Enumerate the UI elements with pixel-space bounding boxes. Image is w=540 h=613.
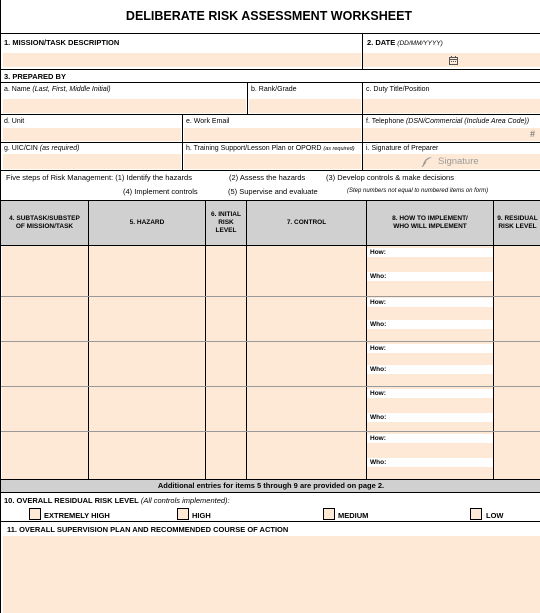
supervision-plan-field[interactable] xyxy=(3,536,540,613)
unit-field[interactable] xyxy=(3,128,181,141)
step-5: (5) Supervise and evaluate xyxy=(228,187,318,196)
grid-line xyxy=(205,200,206,479)
how-label: How: xyxy=(370,345,386,352)
hazard-column[interactable] xyxy=(89,246,205,479)
prepared-by-label: 3. PREPARED BY xyxy=(4,72,66,81)
how-label: How: xyxy=(370,249,386,256)
row-divider xyxy=(1,296,540,297)
how-label: How: xyxy=(370,299,386,306)
duty-field[interactable] xyxy=(363,99,540,113)
medium-label: MEDIUM xyxy=(338,511,369,520)
mission-field[interactable] xyxy=(3,53,361,67)
control-column[interactable] xyxy=(247,246,366,479)
duty-label: c. Duty Title/Position xyxy=(366,86,430,93)
name-label: a. Name (Last, First, Middle Initial) xyxy=(4,86,111,93)
unit-label: d. Unit xyxy=(4,118,25,125)
signature-label: i. Signature of Preparer xyxy=(366,145,439,152)
who-label: Who: xyxy=(370,459,387,466)
phone-hash-icon: # xyxy=(530,129,536,139)
low-label: LOW xyxy=(486,511,504,520)
who-label: Who: xyxy=(370,273,387,280)
rank-field[interactable] xyxy=(249,99,361,113)
supervision-plan-label: 11. OVERALL SUPERVISION PLAN AND RECOMMENDED COURSE OF ACTION xyxy=(7,525,289,534)
col-residual-header: 9. RESIDUAL RISK LEVEL xyxy=(497,215,538,230)
grid-line xyxy=(493,200,494,479)
high-checkbox[interactable] xyxy=(177,508,189,520)
row-divider xyxy=(1,431,540,432)
uic-field[interactable] xyxy=(3,154,181,169)
grid-line xyxy=(246,200,247,479)
rank-label: b. Rank/Grade xyxy=(251,86,297,93)
training-label: h. Training Support/Lesson Plan or OPORD (as required) xyxy=(186,145,355,152)
col-implement-header: 8. HOW TO IMPLEMENT/ WHO WILL IMPLEMENT xyxy=(392,215,468,230)
calendar-icon[interactable] xyxy=(449,56,458,65)
who-label: Who: xyxy=(370,321,387,328)
form-title: DELIBERATE RISK ASSESSMENT WORKSHEET xyxy=(125,9,413,23)
training-field[interactable] xyxy=(184,154,361,169)
residual-risk-label: 10. OVERALL RESIDUAL RISK LEVEL (All controls implemented): xyxy=(4,496,230,505)
how-label: How: xyxy=(370,435,386,442)
table-footer-note: Additional entries for items 5 through 9 are provided on page 2. xyxy=(1,479,540,493)
initial-risk-column[interactable] xyxy=(206,246,246,479)
who-label: Who: xyxy=(370,366,387,373)
divider xyxy=(1,142,540,143)
divider xyxy=(1,69,540,70)
divider xyxy=(1,170,540,171)
signature-field[interactable] xyxy=(363,154,540,169)
steps-note: (Step numbers not equal to numbered items on form) xyxy=(347,188,489,194)
who-label: Who: xyxy=(370,414,387,421)
uic-label: g. UIC/CIN (as required) xyxy=(4,145,80,152)
divider xyxy=(1,114,540,115)
divider xyxy=(1,33,540,34)
col-subtask-header: 4. SUBTASK/SUBSTEP OF MISSION/TASK xyxy=(9,215,80,230)
feather-pen-icon xyxy=(421,156,433,167)
col-hazard-header: 5. HAZARD xyxy=(129,219,165,226)
phone-label: f. Telephone (DSN/Commercial (Include Area Code)) xyxy=(366,118,530,125)
extremely-high-checkbox[interactable] xyxy=(29,508,41,520)
high-label: HIGH xyxy=(192,511,211,520)
date-label: 2. DATE (DD/MM/YYYY) xyxy=(367,38,443,47)
signature-button-label: Signature xyxy=(438,156,479,167)
col-initial-risk-header: 6. INITIAL RISK LEVEL xyxy=(211,211,241,234)
low-checkbox[interactable] xyxy=(470,508,482,520)
email-field[interactable] xyxy=(184,128,361,141)
divider xyxy=(1,82,540,83)
divider xyxy=(1,521,540,522)
col-control-header: 7. CONTROL xyxy=(286,219,327,226)
name-field[interactable] xyxy=(3,99,246,113)
phone-field[interactable] xyxy=(363,128,540,141)
medium-checkbox[interactable] xyxy=(323,508,335,520)
step-2: (2) Assess the hazards xyxy=(229,173,306,182)
email-label: e. Work Email xyxy=(186,118,230,125)
how-label: How: xyxy=(370,390,386,397)
row-divider xyxy=(1,341,540,342)
row-divider xyxy=(1,386,540,387)
subtask-column[interactable] xyxy=(2,246,88,479)
steps-intro: Five steps of Risk Management: (1) Identify the hazards xyxy=(6,173,192,182)
extremely-high-label: EXTREMELY HIGH xyxy=(44,511,110,520)
step-4: (4) Implement controls xyxy=(123,187,198,196)
grid-line xyxy=(88,200,89,479)
step-3: (3) Develop controls & make decisions xyxy=(326,173,454,182)
residual-column[interactable] xyxy=(494,246,540,479)
mission-label: 1. MISSION/TASK DESCRIPTION xyxy=(4,38,120,47)
